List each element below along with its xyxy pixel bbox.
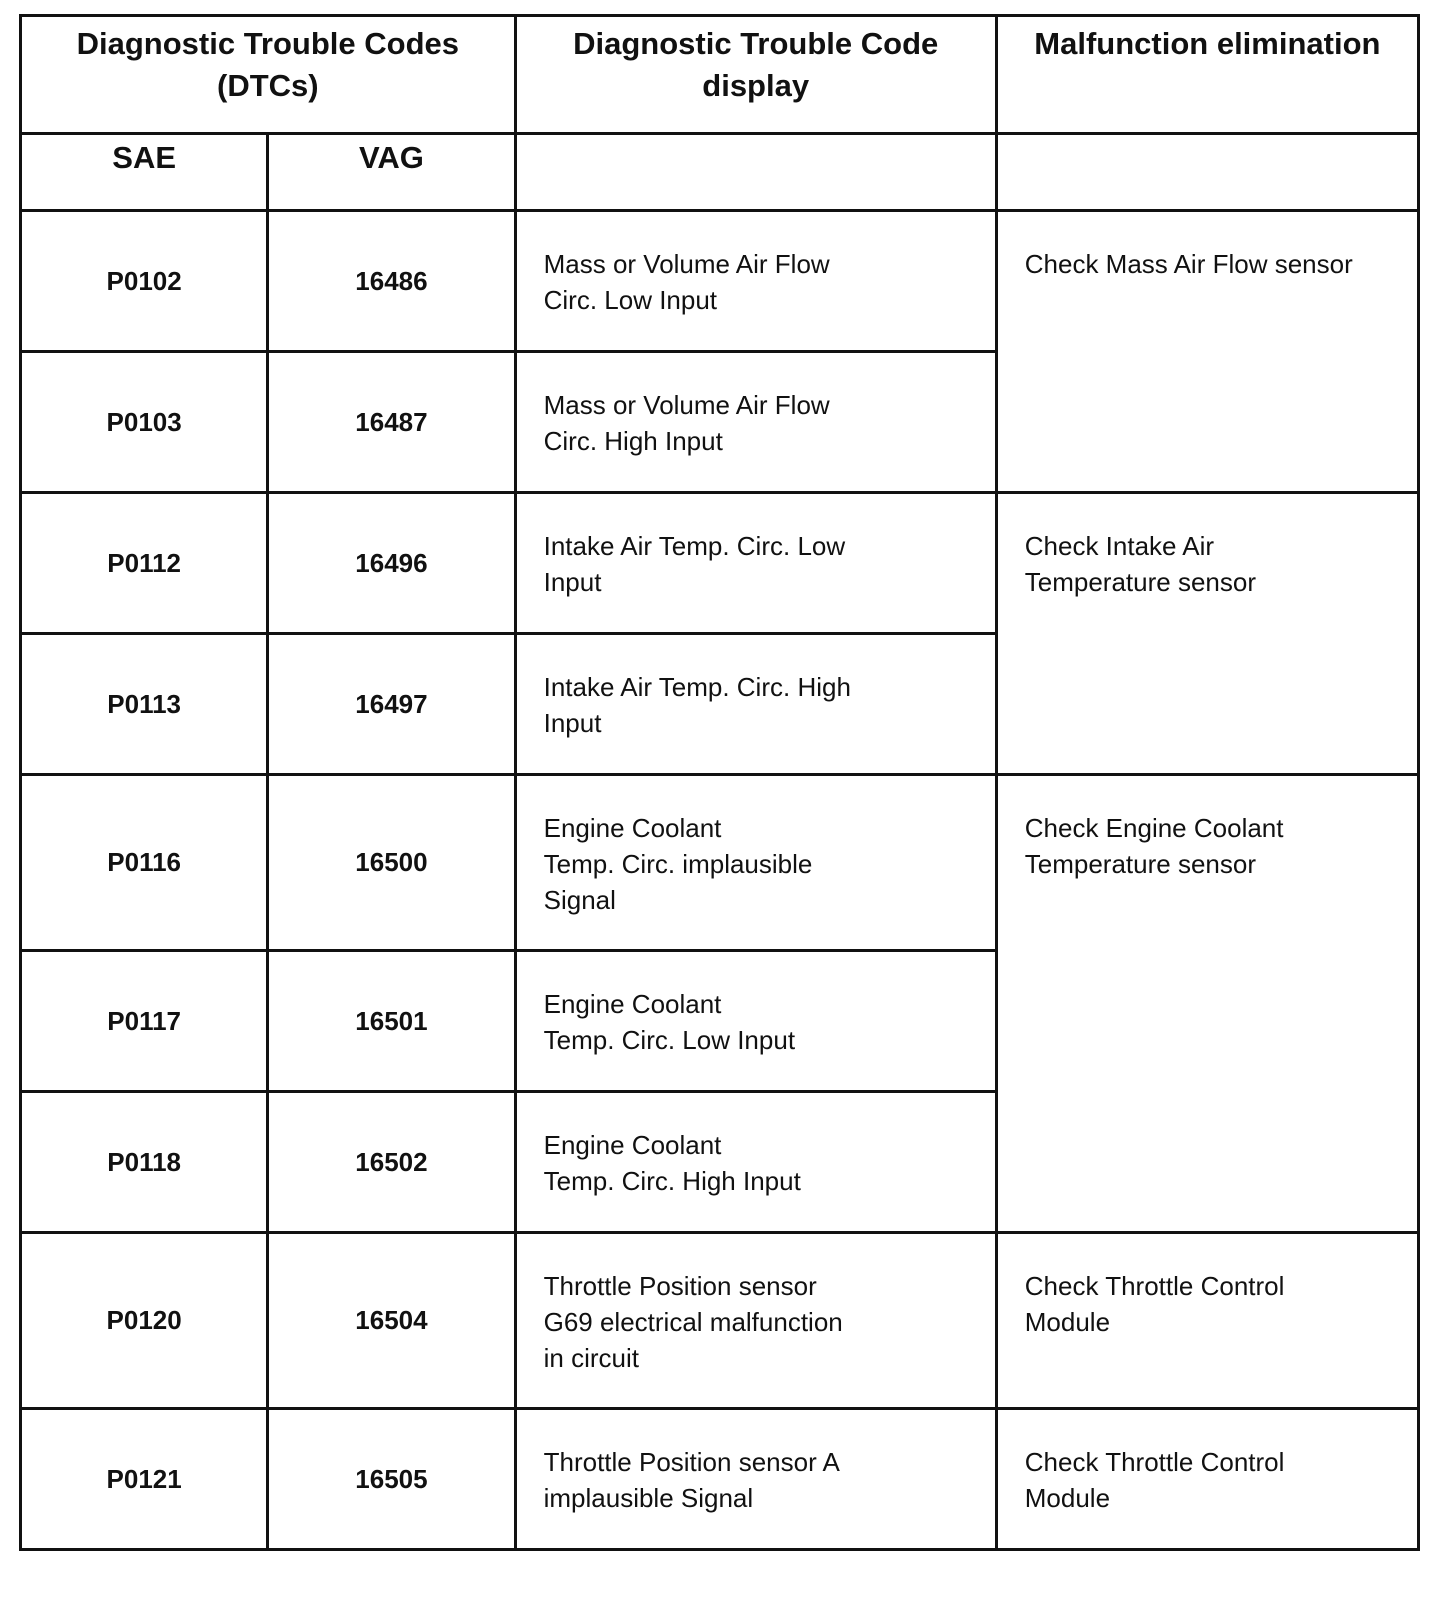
empty-cell bbox=[515, 134, 996, 211]
sae-code: P0121 bbox=[21, 1409, 268, 1550]
vag-code: 16500 bbox=[268, 775, 515, 951]
header-row bbox=[21, 16, 1419, 134]
sae-code: P0120 bbox=[21, 1233, 268, 1409]
vag-code: 16497 bbox=[268, 634, 515, 775]
sae-header: SAE bbox=[21, 134, 268, 211]
dtc-display: Throttle Position sensor A implausible Signal bbox=[515, 1409, 996, 1550]
malfunction-elimination: Check Throttle Control Module bbox=[996, 1233, 1418, 1409]
dtc-display: Intake Air Temp. Circ. Low Input bbox=[515, 493, 996, 634]
dtc-display: Throttle Position sensor G69 electrical malfunction in circuit bbox=[515, 1233, 996, 1409]
vag-code: 16486 bbox=[268, 211, 515, 352]
sae-code: P0117 bbox=[21, 951, 268, 1092]
table-row bbox=[21, 1233, 1419, 1409]
table-row bbox=[21, 775, 1419, 951]
table-row bbox=[21, 211, 1419, 352]
malfunction-elimination: Check Intake Air Temperature sensor bbox=[996, 493, 1418, 775]
vag-header: VAG bbox=[268, 134, 515, 211]
dtc-display: Mass or Volume Air Flow Circ. High Input bbox=[515, 352, 996, 493]
malfunction-elimination-header: Malfunction elimination bbox=[996, 16, 1418, 134]
empty-cell bbox=[996, 134, 1418, 211]
sae-code: P0103 bbox=[21, 352, 268, 493]
vag-code: 16501 bbox=[268, 951, 515, 1092]
dtc-display: Engine Coolant Temp. Circ. Low Input bbox=[515, 951, 996, 1092]
dtc-table bbox=[19, 14, 1420, 1551]
vag-code: 16496 bbox=[268, 493, 515, 634]
table-row bbox=[21, 493, 1419, 634]
dtc-codes-header: Diagnostic Trouble Codes (DTCs) bbox=[21, 16, 516, 134]
vag-code: 16487 bbox=[268, 352, 515, 493]
dtc-display: Mass or Volume Air Flow Circ. Low Input bbox=[515, 211, 996, 352]
malfunction-elimination: Check Mass Air Flow sensor bbox=[996, 211, 1418, 493]
sae-code: P0116 bbox=[21, 775, 268, 951]
sae-code: P0118 bbox=[21, 1092, 268, 1233]
malfunction-elimination: Check Engine Coolant Temperature sensor bbox=[996, 775, 1418, 1233]
table-row bbox=[21, 1409, 1419, 1550]
vag-code: 16504 bbox=[268, 1233, 515, 1409]
subheader-row bbox=[21, 134, 1419, 211]
vag-code: 16502 bbox=[268, 1092, 515, 1233]
dtc-display: Engine Coolant Temp. Circ. implausible Signal bbox=[515, 775, 996, 951]
dtc-display: Intake Air Temp. Circ. High Input bbox=[515, 634, 996, 775]
malfunction-elimination: Check Throttle Control Module bbox=[996, 1409, 1418, 1550]
vag-code: 16505 bbox=[268, 1409, 515, 1550]
sae-code: P0113 bbox=[21, 634, 268, 775]
sae-code: P0102 bbox=[21, 211, 268, 352]
dtc-display: Engine Coolant Temp. Circ. High Input bbox=[515, 1092, 996, 1233]
dtc-display-header: Diagnostic Trouble Code display bbox=[515, 16, 996, 134]
sae-code: P0112 bbox=[21, 493, 268, 634]
